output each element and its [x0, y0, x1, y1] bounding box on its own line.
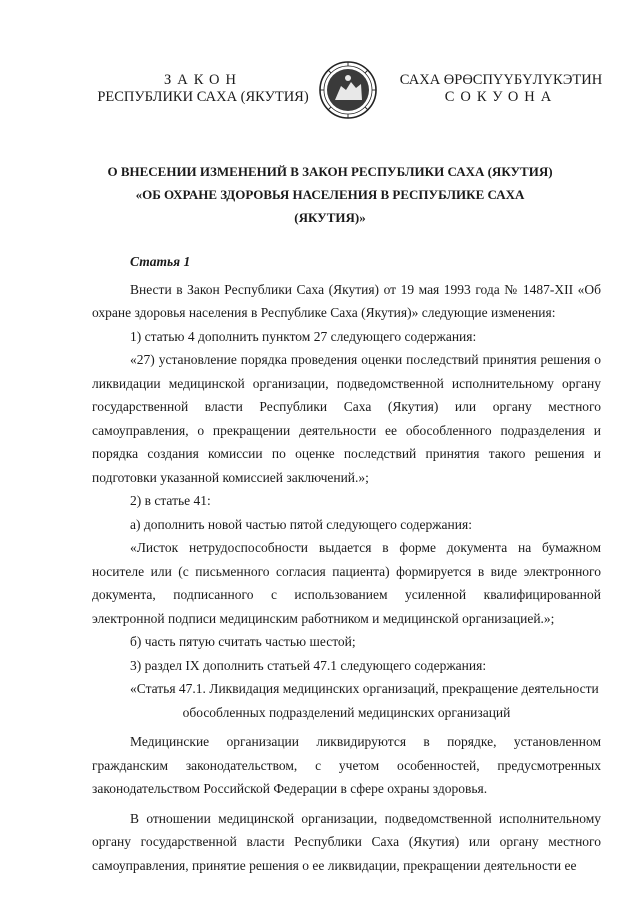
paragraph: В отношении медицинской организации, подведомственной исполнительному органу государственной власти Республики Саха (Якутия) или органу местного самоуправления, принятие решения о ее ликвидации, прекращении деятельности ее [92, 810, 601, 873]
article-47-1-heading-line2: обособленных подразделений медицинских организаций [182, 704, 511, 720]
header-right-block [386, 72, 616, 106]
paragraph: Внести в Закон Республики Саха (Якутия) от 19 мая 1993 года № 1487-XII «Об охране здоровья населения в Республике Саха (Якутия)» следующие изменения: [92, 281, 601, 320]
paragraph: «Листок нетрудоспособности выдается в форме документа на бумажном носителе или (с письменного согласия пациента) формируется в виде электронного документа, подписанного с использованием усиленной квалифицированной электронной подписи медицинским работником и медицинской организацией.»; [92, 540, 601, 626]
article-47-1-heading-line1: «Статья 47.1. Ликвидация медицинских организаций, прекращение деятельности [130, 681, 599, 696]
header-right-line1: САХА ӨРӨСПҮҮБҮЛҮКЭТИН [399, 72, 603, 88]
article-heading: Статья 1 [130, 254, 191, 269]
paragraph: 1) статью 4 дополнить пунктом 27 следующего содержания: [130, 328, 477, 344]
paragraph: 3) раздел IX дополнить статьей 47.1 следующего содержания: [130, 657, 487, 673]
law-title-line1: О ВНЕСЕНИИ ИЗМЕНЕНИЙ В ЗАКОН РЕСПУБЛИКИ САХА (ЯКУТИЯ) [107, 164, 553, 179]
paragraph: б) часть пятую считать частью шестой; [130, 634, 356, 649]
paragraph: 2) в статье 41: [130, 493, 211, 508]
document-header [0, 60, 640, 120]
paragraph: «27) установление порядка проведения оценки последствий принятия решения о ликвидации медицинской организации, подведомственной исполнительному органу государственной власти Республики Саха (Якутия) или органу местного самоуправления, о прекращении деятельности ее обособленного подразделения и порядка создания комиссии по оценке последствий принятия такого решения и подготовки указанной комиссией заключений.»; [92, 352, 601, 485]
header-left-block [88, 72, 318, 106]
header-left-line1: ЗАКОН [164, 72, 242, 88]
header-right-line2: СОКУОНА [444, 89, 558, 105]
coat-of-arms-emblem-icon [318, 60, 378, 120]
law-title [100, 160, 560, 229]
header-left-line2: РЕСПУБЛИКИ САХА (ЯКУТИЯ) [97, 89, 309, 105]
document-body [92, 250, 601, 877]
law-title-line2: «ОБ ОХРАНЕ ЗДОРОВЬЯ НАСЕЛЕНИЯ В РЕСПУБЛИКЕ САХА (ЯКУТИЯ)» [135, 187, 525, 225]
paragraph: Медицинские организации ликвидируются в порядке, установленном гражданским законодательством, с учетом особенностей, предусмотренных законодательством Российской Федерации в сфере охраны здоровья. [92, 734, 601, 796]
paragraph: а) дополнить новой частью пятой следующего содержания: [130, 516, 472, 532]
